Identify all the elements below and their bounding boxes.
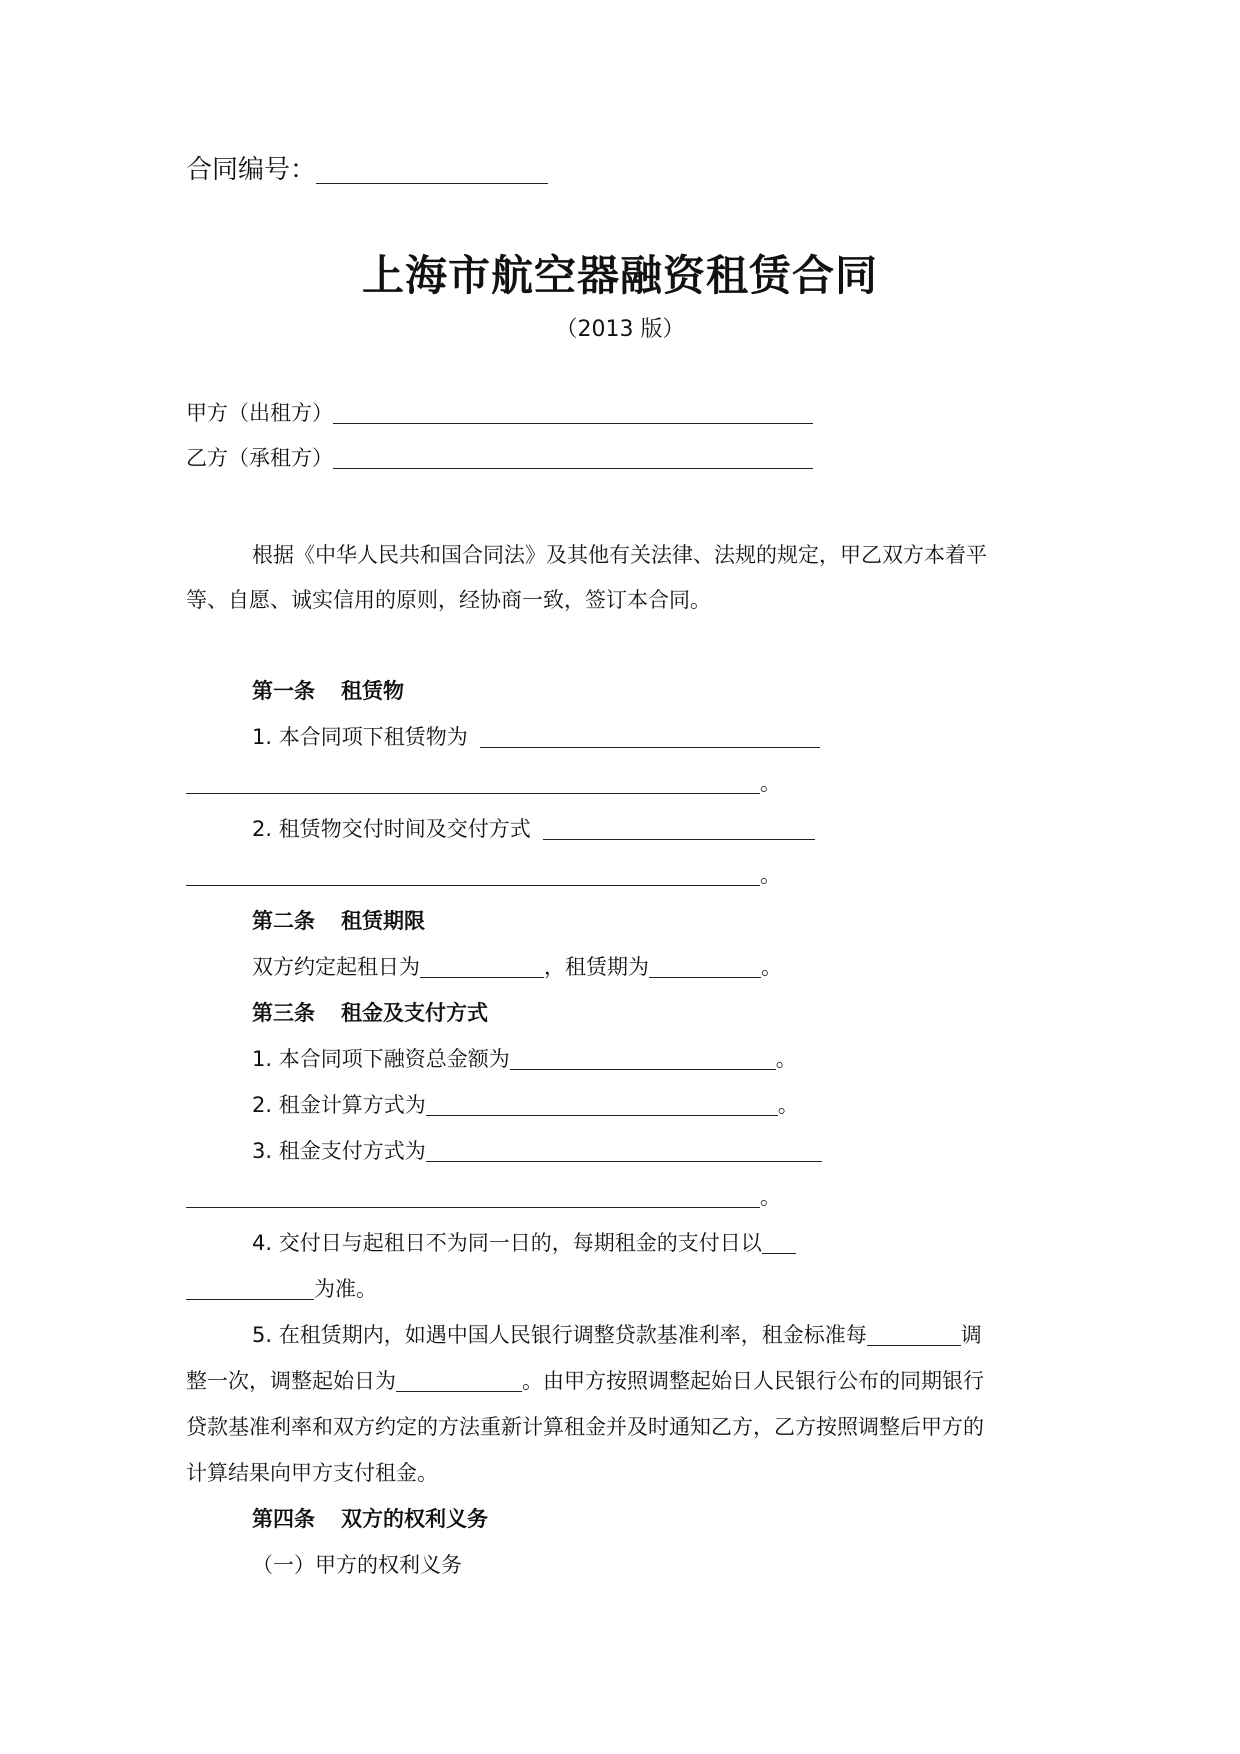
contract-number-blank [316,157,548,184]
article-3-item-3-blank-2 [186,1185,760,1208]
article-3-item-5-frequency-blank [867,1323,961,1346]
party-b-blank [333,446,813,469]
article-1-item-1 [252,722,820,752]
article-3-title: 租金及支付方式 [341,1001,488,1025]
preamble-line-1: 根据《中华人民共和国合同法》及其他有关法律、法规的规定，甲乙双方本着平 [252,543,987,567]
article-1-title: 租赁物 [341,679,404,703]
article-1-item-2-end: 。 [760,863,781,887]
article-3-item-3-text: 3. 租金支付方式为 [252,1139,426,1163]
article-4-heading [252,1504,488,1534]
article-3-item-4-cont [186,1274,377,1304]
article-1-number: 第一条 [252,679,315,703]
article-3-item-2-end: 。 [777,1093,799,1117]
party-b-row [186,443,813,473]
article-1-item-1-cont [186,768,781,798]
article-3-item-5-line-1 [252,1320,982,1350]
article-3-item-4-end: 为准。 [314,1277,377,1301]
article-2-text [252,952,782,982]
article-3-item-5-line-2 [186,1366,984,1396]
article-1-item-2-blank [543,817,815,840]
contract-number-row [186,152,548,188]
party-a-label: 甲方（出租方） [186,401,333,425]
article-3-item-4-text: 4. 交付日与起租日不为同一日的，每期租金的支付日以 [252,1231,762,1255]
article-3-item-2-blank [426,1093,778,1116]
article-2-number: 第二条 [252,909,315,933]
document-subtitle: （2013 版） [555,317,685,342]
article-3-item-3-end: 。 [760,1185,781,1209]
preamble-line-2: 等、自愿、诚实信用的原则，经协商一致，签订本合同。 [186,588,711,612]
article-1-item-1-blank [480,725,820,748]
party-a-row [186,398,813,428]
article-3-item-3-cont [186,1182,781,1212]
article-1-heading [252,676,404,706]
party-b-label: 乙方（承租方） [186,446,333,470]
article-3-item-5-date-blank [396,1369,522,1392]
article-3-item-1-text: 1. 本合同项下融资总金额为 [252,1047,510,1071]
article-3-item-4-blank [762,1231,796,1254]
party-a-blank [333,401,813,424]
article-3-heading [252,998,488,1028]
article-3-item-5-line-4: 计算结果向甲方支付租金。 [186,1461,438,1485]
document-title: 上海市航空器融资租赁合同 [361,251,878,300]
article-2-text-a: 双方约定起租日为 [252,955,420,979]
article-3-item-5-line-2-a: 整一次，调整起始日为 [186,1369,396,1393]
article-2-text-c: 。 [761,955,782,979]
article-3-item-5-line-3: 贷款基准利率和双方约定的方法重新计算租金并及时通知乙方，乙方按照调整后甲方的 [186,1415,984,1439]
article-3-item-3-blank [426,1139,822,1162]
article-3-item-1 [252,1044,797,1074]
article-2-term-blank [649,955,761,978]
article-4-number: 第四条 [252,1507,315,1531]
article-2-start-date-blank [420,955,544,978]
article-3-item-3 [252,1136,822,1166]
article-3-item-2 [252,1090,799,1120]
article-4-title: 双方的权利义务 [341,1507,488,1531]
article-1-item-1-end: 。 [760,771,781,795]
article-3-item-5-text-a: 5. 在租赁期内，如遇中国人民银行调整贷款基准利率，租金标准每 [252,1323,867,1347]
article-2-heading [252,906,425,936]
article-1-item-2 [252,814,815,844]
article-3-item-1-blank [510,1047,776,1070]
article-1-item-2-blank-2 [186,863,760,886]
article-1-item-1-text: 1. 本合同项下租赁物为 [252,725,468,749]
article-3-item-4-blank-2 [186,1277,314,1300]
article-2-text-b: ，租赁期为 [544,955,649,979]
article-3-item-4 [252,1228,796,1258]
article-3-item-5-text-b: 调 [960,1323,982,1347]
article-4-sub-1: （一）甲方的权利义务 [252,1553,462,1577]
article-3-item-5-line-2-b: 。由甲方按照调整起始日人民银行公布的同期银行 [522,1369,984,1393]
article-1-item-1-blank-2 [186,771,760,794]
article-2-title: 租赁期限 [341,909,425,933]
article-1-item-2-cont [186,860,781,890]
article-1-item-2-text: 2. 租赁物交付时间及交付方式 [252,817,531,841]
article-3-item-1-end: 。 [775,1047,797,1071]
article-3-item-2-text: 2. 租金计算方式为 [252,1093,426,1117]
contract-number-label: 合同编号： [186,155,317,185]
article-3-number: 第三条 [252,1001,315,1025]
